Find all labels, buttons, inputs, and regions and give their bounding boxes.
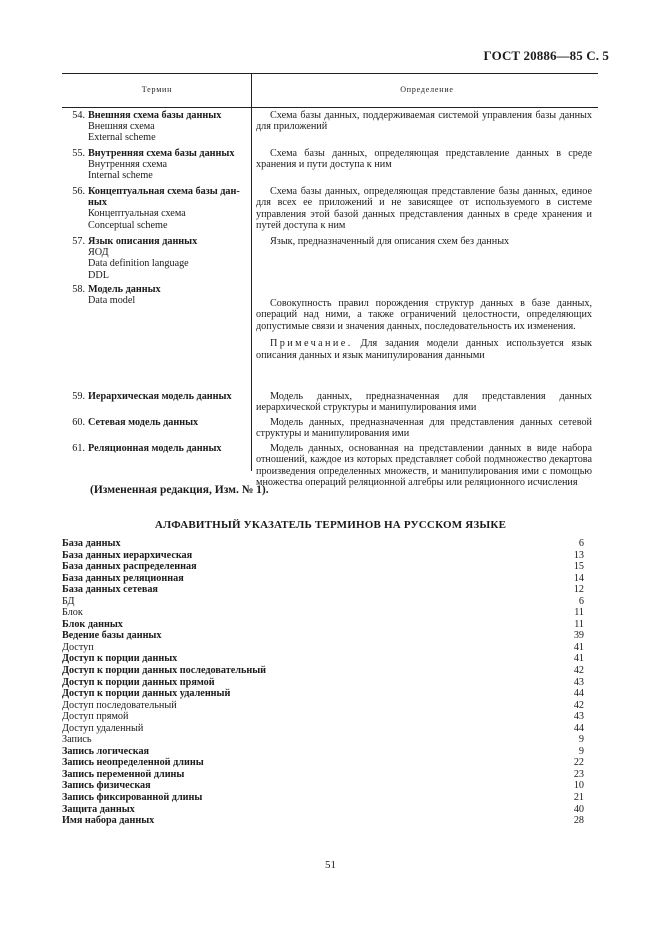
index-entry <box>62 723 584 735</box>
index-entry <box>62 619 584 631</box>
term-name: Внутренняя схема базы данных <box>88 148 235 159</box>
term-cell <box>62 391 250 402</box>
definition-text: Модель данных, предназначенная для представления данных сетевой структуры и манипулирования ими <box>256 417 592 440</box>
index-title: АЛФАВИТНЫЙ УКАЗАТЕЛЬ ТЕРМИНОВ НА РУССКОМ ЯЗЫКЕ <box>154 519 507 531</box>
definition-cell <box>256 186 592 232</box>
term-english: Data definition language <box>88 258 189 270</box>
term-cell <box>62 417 250 428</box>
index-page-ref: 40 <box>573 803 584 815</box>
index-term: База данных реляционная <box>62 572 184 584</box>
index-entry <box>62 630 584 642</box>
index-entry <box>62 573 584 585</box>
index-page-ref: 28 <box>573 815 584 827</box>
index-term: Доступ к порции данных последовательный <box>62 665 267 677</box>
term-english: Conceptual scheme <box>88 219 168 231</box>
index-page-ref: 13 <box>573 549 584 561</box>
term-synonym: Внешняя схема <box>88 121 155 133</box>
index-page-ref: 11 <box>574 607 584 619</box>
definition-cell <box>256 236 592 247</box>
index-term: Доступ к порции данных удаленный <box>62 688 231 700</box>
index-entry <box>62 665 584 677</box>
term-name: Реляционная модель данных <box>88 443 222 454</box>
term-name: Модель данных <box>88 284 161 295</box>
index-term: Доступ к порции данных <box>62 653 178 665</box>
index-page-ref: 41 <box>573 641 584 653</box>
term-number: 54. <box>72 110 85 121</box>
term-number: 57. <box>72 236 85 247</box>
term-english: External scheme <box>88 132 156 144</box>
term-number: 61. <box>72 443 85 454</box>
term-number: 59. <box>72 391 85 402</box>
index-entry <box>62 700 584 712</box>
page-number: 51 <box>325 859 336 871</box>
term-synonym: Концептуальная схема <box>88 208 186 220</box>
term-number: 58. <box>72 284 85 295</box>
definition-text: Схема базы данных, поддерживаемая системой управления базы данных для приложений <box>256 110 592 133</box>
index-page-ref: 14 <box>573 572 584 584</box>
term-english-abbreviation: DDL <box>88 269 109 281</box>
definition-text: Модель данных, основанная на представлении данных в виде набора отношений, каждое из которых представляет собой подмножество декартова произведения определенных множеств, и манипулирования ими с помощью множества операций реляционной алгебры или реляционного исчисления <box>256 443 592 489</box>
index-page-ref: 23 <box>573 768 584 780</box>
index-page-ref: 12 <box>573 584 584 596</box>
term-cell <box>62 110 250 144</box>
index-term: База данных иерархическая <box>62 549 193 561</box>
definition-cell <box>256 391 592 414</box>
term-name: Концептуальная схема базы дан- <box>88 186 240 197</box>
index-page-ref: 9 <box>578 734 584 746</box>
index-page-ref: 43 <box>573 676 584 688</box>
index-page-ref: 39 <box>573 630 584 642</box>
term-name: Сетевая модель данных <box>88 417 199 428</box>
index-term: База данных сетевая <box>62 584 158 596</box>
term-number: 60. <box>72 417 85 428</box>
index-entry <box>62 550 584 562</box>
term-abbreviation: ЯОД <box>88 247 109 259</box>
index-entry <box>62 561 584 573</box>
index-entry <box>62 538 584 550</box>
index-term: Имя набора данных <box>62 815 155 827</box>
term-cell <box>62 236 250 281</box>
index-term: Запись логическая <box>62 745 150 757</box>
index-page-ref: 11 <box>574 618 584 630</box>
index-page-ref: 15 <box>573 561 584 573</box>
definition-text: Схема базы данных, определяющая представление данных в среде хранения и пути доступа к ним <box>256 148 592 171</box>
definition-text: Модель данных, предназначенная для представления данных иерархической структуры и манипулирования ими <box>256 391 592 414</box>
index-entry <box>62 769 584 781</box>
index-term: БД <box>62 595 75 607</box>
index-term: База данных распределенная <box>62 561 197 573</box>
index-term: Запись физическая <box>62 780 151 792</box>
definition-cell <box>256 443 592 489</box>
term-cell <box>62 284 250 306</box>
index-term: Запись неопределенной длины <box>62 757 204 769</box>
index-page-ref: 6 <box>578 595 584 607</box>
index-entry <box>62 688 584 700</box>
index-entry <box>62 757 584 769</box>
index-page-ref: 9 <box>578 745 584 757</box>
term-name: Язык описания данных <box>88 236 198 247</box>
index-page-ref: 43 <box>573 711 584 723</box>
index-term: База данных <box>62 538 121 549</box>
index-term: Блок данных <box>62 618 123 630</box>
definition-text: Совокупность правил порождения структур данных в базе данных, операций над ними, а также ограничений целостности, определяющих допустимые связи и значения данных, последовательность их изменения. <box>256 298 592 332</box>
note-label: Примечание. <box>270 338 353 350</box>
index-entry <box>62 734 584 746</box>
page-header: ГОСТ 20886—85 С. 5 <box>483 48 609 63</box>
term-cell <box>62 148 250 182</box>
terms-table <box>62 73 598 489</box>
note-text: Для задания модели данных используется язык описания данных и язык манипулирования данными <box>256 338 592 361</box>
definition-cell <box>256 417 592 440</box>
index-page-ref: 6 <box>578 538 584 549</box>
index-page-ref: 42 <box>573 665 584 677</box>
column-header-term: Термин <box>141 85 173 94</box>
column-header-definition: Определение <box>400 85 454 94</box>
index-term: Доступ <box>62 641 94 653</box>
index-page-ref: 44 <box>573 722 584 734</box>
index-entry <box>62 653 584 665</box>
index-entry <box>62 711 584 723</box>
index-entry <box>62 746 584 758</box>
definition-note <box>256 338 592 361</box>
term-name-continued: ных <box>88 197 107 209</box>
index-term: Доступ к порции данных прямой <box>62 676 215 688</box>
table-header <box>62 73 598 108</box>
term-name: Внешняя схема базы данных <box>88 110 222 121</box>
index-term: Запись фиксированной длины <box>62 792 203 804</box>
index-entry <box>62 607 584 619</box>
index-entry <box>62 642 584 654</box>
term-english: Data model <box>88 295 136 307</box>
index-page-ref: 44 <box>573 688 584 700</box>
term-cell <box>62 186 250 231</box>
term-cell <box>62 443 250 454</box>
definition-text: Схема базы данных, определяющая представление базы данных, единое для всех ее приложений и не зависящее от используемого в системе управления этой базой данных представления данных в среде хранения и путей доступа к ним <box>256 186 592 232</box>
definition-cell <box>256 298 592 361</box>
index-term: Ведение базы данных <box>62 630 162 642</box>
index-term: Защита данных <box>62 803 135 815</box>
term-number: 55. <box>72 148 85 159</box>
index-entry <box>62 596 584 608</box>
index-term: Запись переменной длины <box>62 768 185 780</box>
index-entry <box>62 677 584 689</box>
index-entry <box>62 804 584 816</box>
definition-cell <box>256 110 592 133</box>
index-entry <box>62 584 584 596</box>
index-term: Доступ прямой <box>62 711 129 723</box>
index-page-ref: 22 <box>573 757 584 769</box>
index-entry <box>62 780 584 792</box>
index-page-ref: 21 <box>573 792 584 804</box>
index-term: Блок <box>62 607 83 619</box>
definition-cell <box>256 148 592 171</box>
column-divider <box>251 74 252 107</box>
index-page-ref: 42 <box>573 699 584 711</box>
definition-text: Язык, предназначенный для описания схем без данных <box>270 236 510 247</box>
term-number: 56. <box>72 186 85 197</box>
index-entry <box>62 792 584 804</box>
index-term: Доступ удаленный <box>62 722 144 734</box>
amendment-note: (Измененная редакция, Изм. № 1). <box>90 484 269 496</box>
term-name: Иерархическая модель данных <box>88 391 232 402</box>
term-synonym: Внутренняя схема <box>88 159 168 171</box>
index-page-ref: 41 <box>573 653 584 665</box>
index-term: Доступ последовательный <box>62 699 177 711</box>
index-term: Запись <box>62 734 92 746</box>
column-divider <box>251 108 252 471</box>
index-page-ref: 10 <box>573 780 584 792</box>
alphabetical-index <box>62 538 584 827</box>
term-english: Internal scheme <box>88 170 153 182</box>
index-entry <box>62 815 584 827</box>
